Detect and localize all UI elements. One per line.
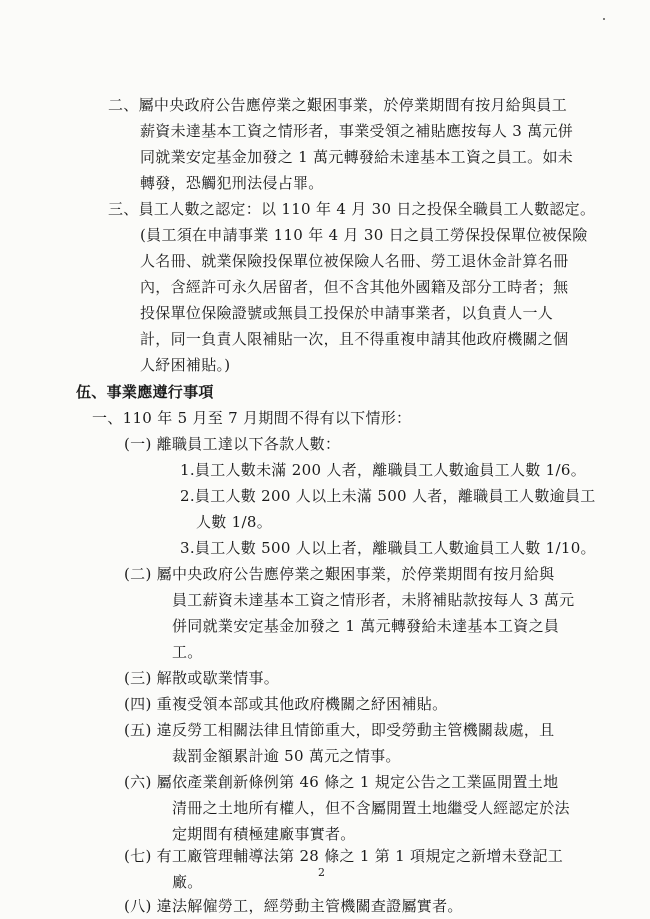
clause-6-line-1: (六) 屬依產業創新條例第 46 條之 1 規定公告之工業區閒置土地 [124,773,559,791]
item-3-line-6: 計，同一負責人限補貼一次，且不得重複申請其他政府機關之個 [140,330,569,348]
item-2-line-2: 薪資未達基本工資之情形者，事業受領之補貼應按每人 3 萬元併 [140,122,574,140]
clause-3-line: (三) 解散或歇業情事。 [124,669,280,687]
item-3-line-1: 三、員工人數之認定：以 110 年 4 月 30 日之投保全職員工人數認定。 [108,200,596,218]
item-3-line-5: 投保單位保險證號或無員工投保於申請事業者，以負責人一人 [140,304,554,322]
item-2-line-4: 轉發，恐觸犯刑法侵占罪。 [140,174,324,192]
clause-7-line-2: 廠。 [172,873,203,891]
item-3-line-3: 人名冊、就業保險投保單位被保險人名冊、勞工退休金計算名冊 [140,252,569,270]
clause-5-line-2: 裁罰金額累計逾 50 萬元之情事。 [172,747,401,765]
clause-1-sub-3: 3.員工人數 500 人以上者，離職員工人數逾員工人數 1/10。 [180,539,596,557]
item-2-line-3: 同就業安定基金加發之 1 萬元轉發給未達基本工資之員工。如未 [140,148,574,166]
clause-1-sub-1: 1.員工人數未滿 200 人者，離職員工人數逾員工人數 1/6。 [180,461,586,479]
clause-6-line-3: 定期間有積極建廠事實者。 [172,825,356,843]
item-3-line-2: (員工須在申請事業 110 年 4 月 30 日之員工勞保投保單位被保險 [140,226,588,244]
clause-5-line-1: (五) 違反勞工相關法律且情節重大，即受勞動主管機關裁處，且 [124,721,555,739]
clause-6-line-2: 清冊之土地所有權人，但不含屬閒置土地繼受人經認定於法 [172,799,570,817]
clause-1-line-1: (一) 離職員工達以下各款人數： [124,435,341,453]
clause-2-line-2: 員工薪資未達基本工資之情形者，未將補貼款按每人 3 萬元 [172,591,575,609]
clause-1-sub-2-line-1: 2.員工人數 200 人以上未滿 500 人者，離職員工人數逾員工 [180,487,596,505]
clause-1-sub-2-line-2: 人數 1/8。 [196,513,273,531]
clause-7-line-1: (七) 有工廠管理輔導法第 28 條之 1 第 1 項規定之新增未登記工 [124,847,564,865]
clause-2-line-3: 併同就業安定基金加發之 1 萬元轉發給未達基本工資之員 [172,617,560,635]
scan-speck [603,18,605,20]
item-3-line-4: 內，含經許可永久居留者，但不含其他外國籍及部分工時者；無 [140,278,569,296]
item-2-line-1: 二、屬中央政府公告應停業之艱困事業，於停業期間有按月給與員工 [108,96,568,114]
clause-2-line-1: (二) 屬中央政府公告應停業之艱困事業，於停業期間有按月給與 [124,565,555,583]
clause-2-line-4: 工。 [172,643,203,661]
subsection-1-line: 一、110 年 5 月至 7 月期間不得有以下情形： [92,409,412,427]
item-3-line-7: 人紓困補貼。) [140,356,231,374]
section-heading: 伍、事業應遵行事項 [76,383,214,401]
clause-4-line: (四) 重複受領本部或其他政府機關之紓困補貼。 [124,695,448,713]
page-number: 2 [318,866,325,879]
clause-8-line: (八) 違法解僱勞工，經勞動主管機關查證屬實者。 [124,897,463,915]
